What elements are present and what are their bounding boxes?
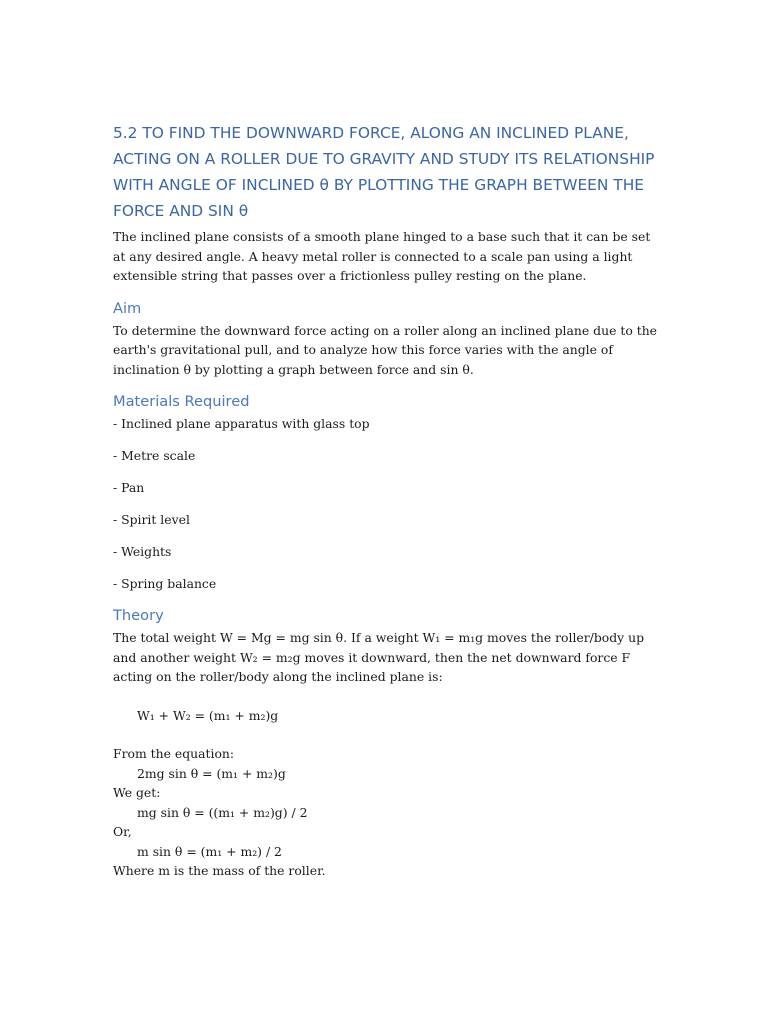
equation-1: 2mg sin θ = (m₁ + m₂)g	[137, 765, 286, 781]
list-item: - Metre scale	[113, 448, 196, 463]
equation-2: mg sin θ = ((m₁ + m₂)g) / 2	[137, 804, 308, 820]
or-label: Or,	[113, 824, 132, 839]
where-note: Where m is the mass of the roller.	[113, 863, 326, 878]
materials-list	[113, 414, 658, 593]
title-line-2: ACTING ON A ROLLER DUE TO GRAVITY AND STUDY ITS RELATIONSHIP	[113, 150, 655, 168]
theory-heading: Theory	[113, 607, 164, 624]
aim-heading: Aim	[113, 299, 142, 317]
list-item: - Spirit level	[113, 512, 190, 527]
intro-paragraph: The inclined plane consists of a smooth plane hinged to a base such that it can be set at any desired angle. A heavy metal roller is connected to a scale pan using a light extensible string that passes over a frictionless pulley resting on the plane.	[113, 229, 651, 283]
title-line-3: WITH ANGLE OF INCLINED θ BY PLOTTING THE GRAPH BETWEEN THE	[113, 176, 644, 194]
list-item: - Inclined plane apparatus with glass top	[113, 416, 370, 431]
page-title	[113, 120, 658, 224]
we-get-label: We get:	[113, 785, 161, 800]
title-line-1: 5.2 TO FIND THE DOWNWARD FORCE, ALONG AN INCLINED PLANE,	[113, 124, 629, 142]
list-item: - Spring balance	[113, 576, 217, 591]
equation-3: m sin θ = (m₁ + m₂) / 2	[137, 843, 282, 859]
theory-paragraph: The total weight W = Mg = mg sin θ. If a weight W₁ = m₁g moves the roller/body up and another weight W₂ = m₂g moves it downward, then the net downward force F acting on the roller/body along the inclined plane is:	[113, 630, 645, 684]
document-page	[113, 120, 658, 881]
main-equation: W₁ + W₂ = (m₁ + m₂)g	[137, 707, 279, 723]
list-item: - Pan	[113, 480, 145, 495]
aim-paragraph: To determine the downward force acting on a roller along an inclined plane due to the earth's gravitational pull, and to analyze how this force varies with the angle of inclination θ by plotting a graph between force and sin θ.	[113, 322, 658, 377]
title-line-4: FORCE AND SIN θ	[113, 202, 249, 220]
list-item: - Weights	[113, 544, 172, 559]
from-equation-label: From the equation:	[113, 746, 235, 761]
materials-heading: Materials Required	[113, 393, 250, 410]
